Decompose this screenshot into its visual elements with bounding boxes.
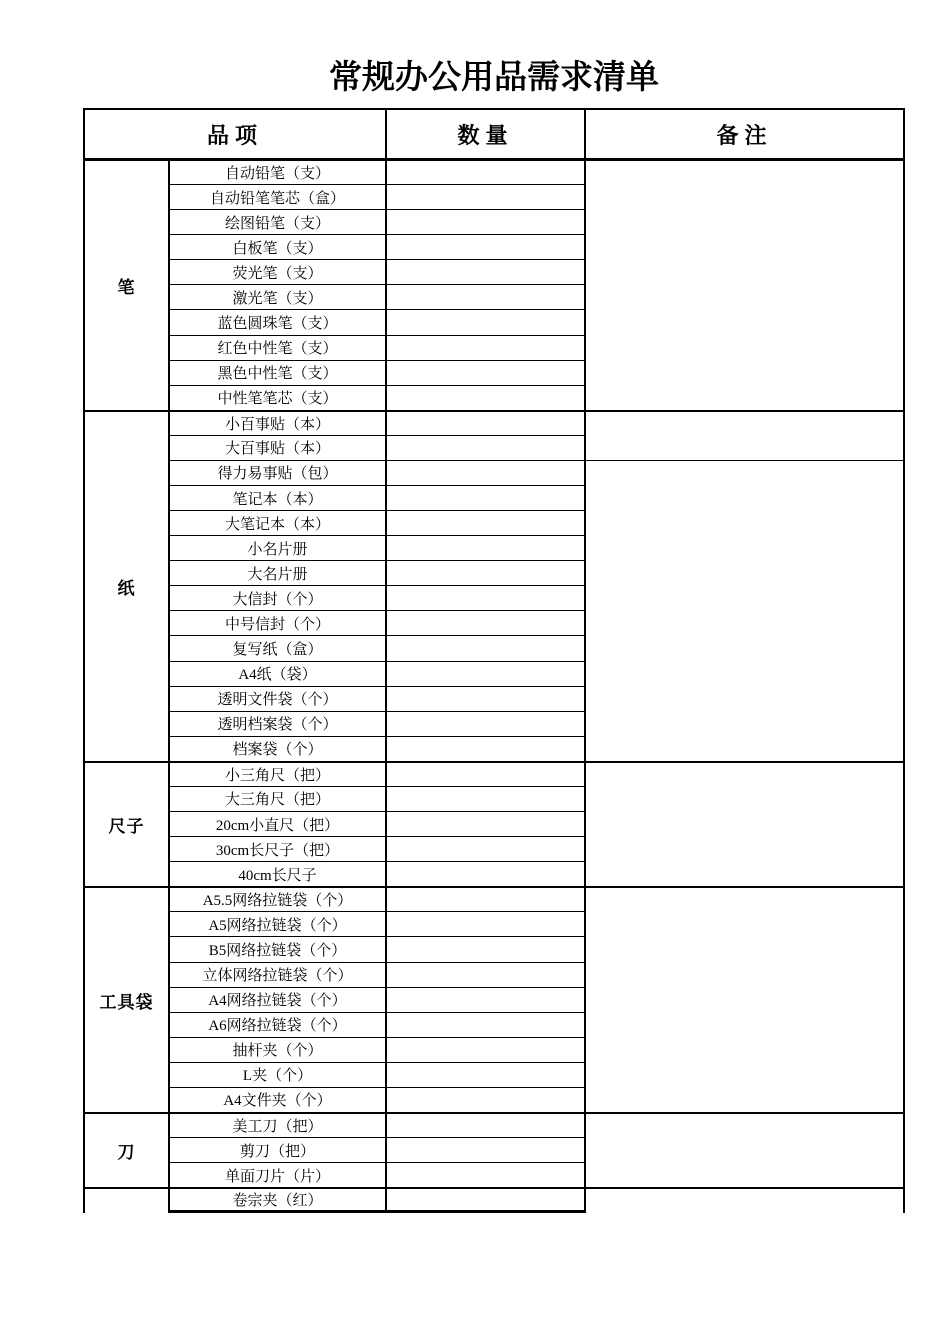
quantity-cell[interactable] [387,285,586,310]
item-cell: 透明文件袋（个） [170,687,387,712]
item-cell: 荧光笔（支） [170,260,387,285]
table-body [85,160,903,1213]
item-cell: 大笔记本（本） [170,511,387,536]
item-cell: 美工刀（把） [170,1113,387,1138]
item-cell: A4纸（袋） [170,662,387,687]
item-cell: 黑色中性笔（支） [170,361,387,386]
quantity-cell[interactable] [387,787,586,812]
quantity-cell[interactable] [387,361,586,386]
item-cell: 激光笔（支） [170,285,387,310]
item-cell: 蓝色圆珠笔（支） [170,310,387,335]
quantity-cell[interactable] [387,988,586,1013]
item-cell: 笔记本（本） [170,486,387,511]
item-cell: 复写纸（盒） [170,636,387,661]
quantity-cell[interactable] [387,586,586,611]
quantity-cell[interactable] [387,511,586,536]
quantity-cell[interactable] [387,611,586,636]
category-cell: 刀 [85,1113,170,1188]
page-title: 常规办公用品需求清单 [329,60,659,96]
quantity-cell[interactable] [387,386,586,411]
remark-cell[interactable] [586,887,903,1113]
quantity-cell[interactable] [387,837,586,862]
quantity-cell[interactable] [387,812,586,837]
quantity-cell[interactable] [387,662,586,687]
remark-cell[interactable] [586,411,903,461]
quantity-cell[interactable] [387,1163,586,1188]
quantity-cell[interactable] [387,1063,586,1088]
item-cell: 得力易事贴（包） [170,461,387,486]
quantity-cell[interactable] [387,887,586,912]
quantity-cell[interactable] [387,862,586,887]
remark-cell[interactable] [586,160,903,411]
quantity-cell[interactable] [387,762,586,787]
quantity-cell[interactable] [387,235,586,260]
table-header-row [85,110,903,160]
quantity-cell[interactable] [387,310,586,335]
item-cell: 立体网络拉链袋（个） [170,963,387,988]
column-header-remark: 备注 [716,122,773,148]
quantity-cell[interactable] [387,436,586,461]
item-cell: A4文件夹（个） [170,1088,387,1113]
quantity-cell[interactable] [387,912,586,937]
quantity-cell[interactable] [387,1013,586,1038]
category-cell: 工具袋 [85,887,170,1113]
item-cell: 自动铅笔（支） [170,160,387,185]
item-cell: 20cm小直尺（把） [170,812,387,837]
quantity-cell[interactable] [387,1138,586,1163]
item-cell: 大三角尺（把） [170,787,387,812]
remark-cell[interactable] [586,461,903,762]
item-cell: 单面刀片（片） [170,1163,387,1188]
item-cell: 卷宗夹（红） [170,1188,387,1213]
quantity-cell[interactable] [387,486,586,511]
quantity-cell[interactable] [387,561,586,586]
quantity-cell[interactable] [387,185,586,210]
item-cell: 绘图铅笔（支） [170,210,387,235]
remark-cell[interactable] [586,762,903,887]
quantity-cell[interactable] [387,160,586,185]
item-cell: 红色中性笔（支） [170,336,387,361]
item-cell: A5.5网络拉链袋（个） [170,887,387,912]
category-cell: 尺子 [85,762,170,887]
quantity-cell[interactable] [387,937,586,962]
quantity-cell[interactable] [387,1113,586,1138]
item-cell: 30cm长尺子（把） [170,837,387,862]
item-cell: 小三角尺（把） [170,762,387,787]
quantity-cell[interactable] [387,336,586,361]
category-cell: 笔 [85,160,170,411]
quantity-cell[interactable] [387,260,586,285]
quantity-cell[interactable] [387,1038,586,1063]
item-cell: L夹（个） [170,1063,387,1088]
item-cell: B5网络拉链袋（个） [170,937,387,962]
quantity-cell[interactable] [387,636,586,661]
remark-cell[interactable] [586,1188,903,1213]
column-header-item: 品项 [85,110,387,158]
quantity-cell[interactable] [387,963,586,988]
item-cell: 白板笔（支） [170,235,387,260]
supplies-table [83,108,905,1213]
item-cell: 抽杆夹（个） [170,1038,387,1063]
item-cell: A5网络拉链袋（个） [170,912,387,937]
quantity-cell[interactable] [387,687,586,712]
item-cell: 档案袋（个） [170,737,387,762]
item-cell: 中性笔笔芯（支） [170,386,387,411]
item-cell: A4网络拉链袋（个） [170,988,387,1013]
item-cell: 大百事贴（本） [170,436,387,461]
quantity-cell[interactable] [387,1188,586,1213]
remark-cell[interactable] [586,1113,903,1188]
quantity-cell[interactable] [387,536,586,561]
category-cell: 纸 [85,411,170,762]
quantity-cell[interactable] [387,712,586,737]
quantity-cell[interactable] [387,1088,586,1113]
item-cell: A6网络拉链袋（个） [170,1013,387,1038]
item-cell: 40cm长尺子 [170,862,387,887]
quantity-cell[interactable] [387,737,586,762]
item-cell: 透明档案袋（个） [170,712,387,737]
item-cell: 剪刀（把） [170,1138,387,1163]
item-cell: 小百事贴（本） [170,411,387,436]
quantity-cell[interactable] [387,461,586,486]
item-cell: 小名片册 [170,536,387,561]
item-cell: 自动铅笔笔芯（盒） [170,185,387,210]
category-cell [85,1188,170,1213]
quantity-cell[interactable] [387,411,586,436]
item-cell: 中号信封（个） [170,611,387,636]
quantity-cell[interactable] [387,210,586,235]
item-cell: 大信封（个） [170,586,387,611]
item-cell: 大名片册 [170,561,387,586]
column-header-quantity: 数量 [387,110,586,158]
